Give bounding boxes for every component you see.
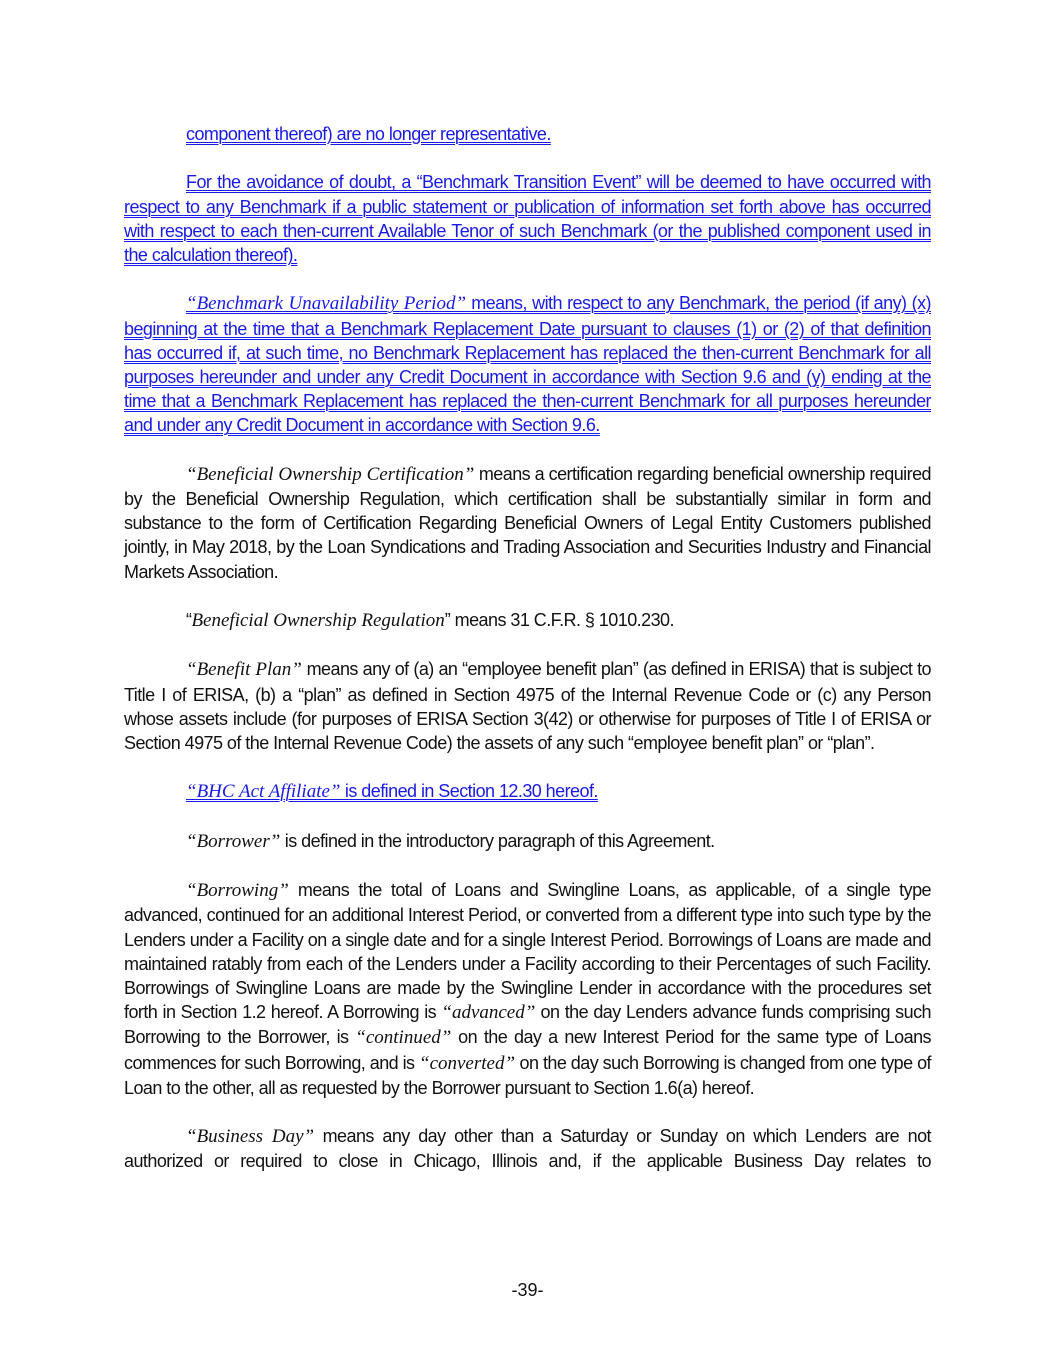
revised-paragraph (124, 170, 931, 267)
defined-term: “Borrowing” (186, 880, 289, 902)
defined-term: “BHC Act Affiliate” (186, 781, 341, 803)
paragraph-text: on the day Lenders advance funds comprising such Borrowing to the Borrower, is (124, 1002, 931, 1048)
paragraph-text: on the day a new Interest Period for the same type of Loans commences for such Borrowing, and is (124, 1027, 931, 1073)
document-page-body (124, 122, 931, 1198)
paragraph-text: means, with respect to any Benchmark, the period (if any) (x) beginning at the time that a Benchmark Replacement Date pursuant to clauses (1) or (2) of that definition has occurred if, at such time, no Benchmark Replacement has replaced the then-current Benchmark for all purposes hereunder and under any Credit Document in accordance with Section 9.6 and (y) ending at the time that a Benchmark Replacement has replaced the then-current Benchmark for all purposes hereunder and under any Credit Document in accordance with Section 9.6. (124, 293, 931, 436)
paragraph-text: “ (186, 610, 192, 630)
defined-term: “Borrower” (186, 830, 281, 852)
definition-paragraph (124, 1124, 931, 1173)
defined-term: “Benchmark Unavailability Period” (186, 293, 467, 315)
defined-term: “Benefit Plan” (186, 659, 302, 681)
page-number: -39- (511, 1280, 544, 1300)
defined-term: “continued” (355, 1027, 452, 1049)
defined-term: “Business Day” (186, 1126, 315, 1148)
definition-paragraph (124, 608, 931, 633)
definition-paragraph (124, 657, 931, 755)
paragraph-text: on the day such Borrowing is changed from one type of Loan to the other, all as requested by the Borrower pursuant to Section 1.6(a) hereof. (124, 1052, 931, 1098)
paragraph-text: means any of (a) an “employee benefit plan” (as defined in ERISA) that is subject to Title I of ERISA, (b) a “plan” as defined in Section 4975 of the Internal Revenue Code or (c) any Person whose assets include (for purposes of ERISA Section 3(42) or otherwise for purposes of Title I of ERISA or Section 4975 of the Internal Revenue Code) the assets of any such “employee benefit plan” or “plan”. (124, 659, 932, 753)
paragraph-text: means any day other than a Saturday or Sunday on which Lenders are not authorized or required to close in Chicago, Illinois and, if the applicable Business Day relates to (124, 1126, 931, 1172)
defined-term: “Beneficial Ownership Certification” (186, 463, 475, 485)
revised-paragraph (124, 779, 931, 804)
revised-paragraph (124, 291, 931, 437)
definition-paragraph (124, 462, 931, 584)
paragraph-text: is defined in the introductory paragraph of this Agreement. (280, 830, 715, 851)
paragraph-text: means a certification regarding beneficial ownership required by the Beneficial Ownership Regulation, which certification shall be substantially similar in form and substance to the form of Certification Regarding Beneficial Owners of Legal Entity Customers published jointly, in May 2018, by the Loan Syndications and Trading Association and Securities Industry and Financial Markets Association. (124, 463, 931, 582)
paragraph-text: component thereof) are no longer representative. (186, 124, 551, 144)
paragraph-text: For the avoidance of doubt, a “Benchmark Transition Event” will be deemed to have occurred with respect to any Benchmark if a public statement or publication of information set forth above has occurred with respect to each then-current Available Tenor of such Benchmark (or the published component used in the calculation thereof). (124, 172, 931, 265)
paragraph-text: is defined in Section 12.30 hereof. (340, 781, 598, 802)
defined-term: “converted” (419, 1052, 516, 1074)
paragraph-text: ” means 31 C.F.R. § 1010.230. (444, 610, 674, 630)
defined-term: Beneficial Ownership Regulation (191, 610, 445, 631)
revised-paragraph (124, 122, 931, 146)
defined-term: “advanced” (441, 1002, 536, 1024)
definition-paragraph (124, 829, 931, 854)
definition-paragraph (124, 878, 931, 1100)
paragraph-text: means the total of Loans and Swingline Loans, as applicable, of a single type advanced, continued for an additional Interest Period, or converted from a different type into such type by the Lenders under a Facility on a single date and for a single Interest Period. Borrowings of Loans are made and maintained ratably from each of the Lenders under a Facility according to their Percentages of such Facility. Borrowings of Swingline Loans are made by the Swingline Lender in accordance with the procedures set forth in Section 1.2 hereof. A Borrowing is (124, 880, 931, 1023)
